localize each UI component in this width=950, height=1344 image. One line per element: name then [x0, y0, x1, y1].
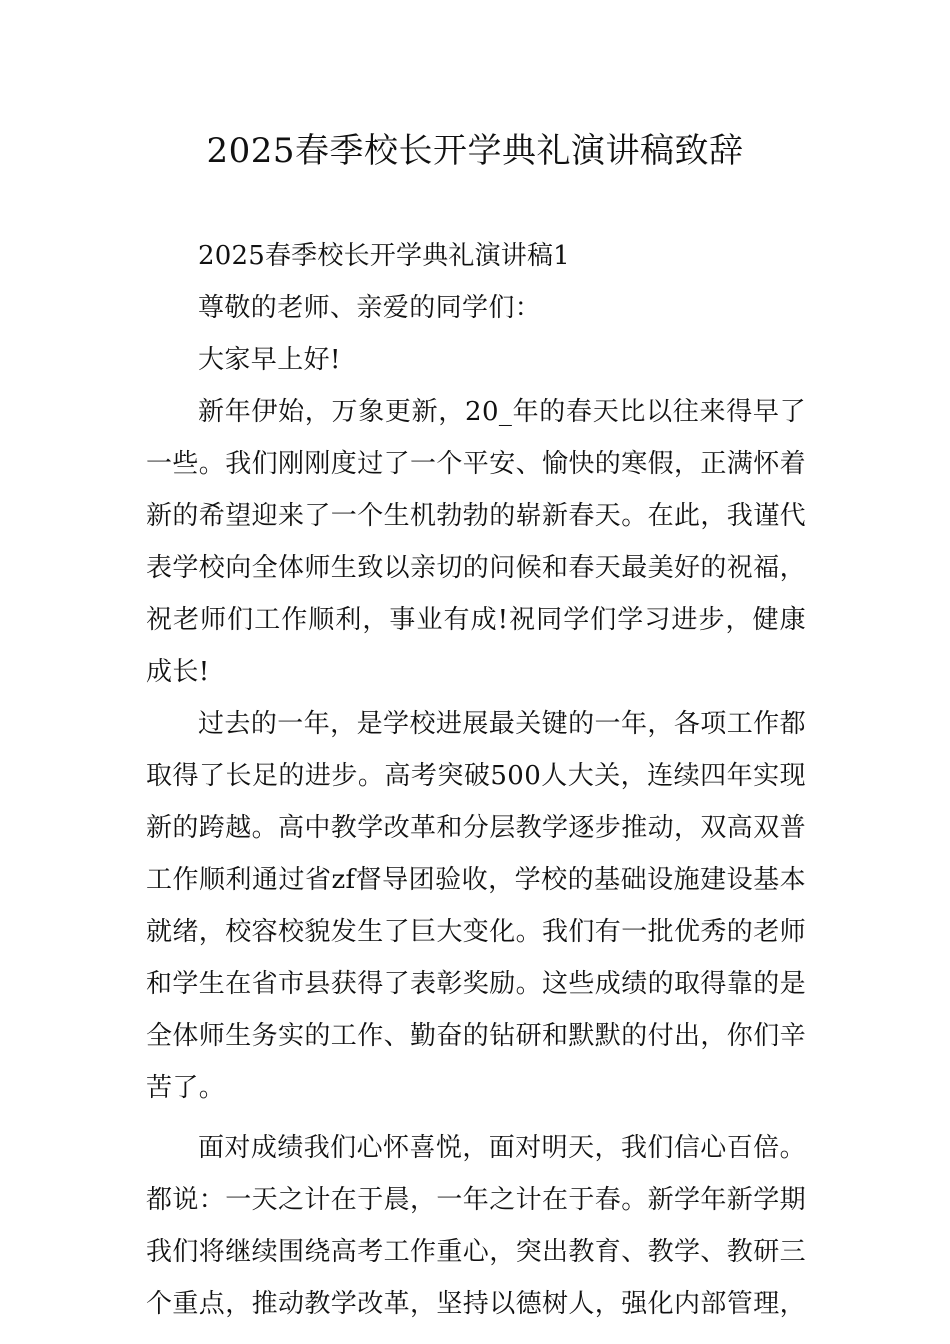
salutation: 尊敬的老师、亲爱的同学们： [198, 293, 542, 323]
speech-subtitle: 2025春季校长开学典礼演讲稿1 [198, 241, 570, 271]
greeting: 大家早上好! [198, 345, 341, 375]
document-body [146, 230, 806, 1330]
paragraph-past-year: 过去的一年，是学校进展最关键的一年，各项工作都取得了长足的进步。高考突破500人大关，连续四年实现新的跨越。高中教学改革和分层教学逐步推动，双高双普工作顺利通过省zf督导团验收，学校的基础设施建设基本就绪，校容校貌发生了巨大变化。我们有一批优秀的老师和学生在省市县获得了表彰奖励。这些成绩的取得靠的是全体师生务实的工作、勤奋的钻研和默默的付出，你们辛苦了。 [146, 709, 807, 1103]
document-title: 2025春季校长开学典礼演讲稿致辞 [206, 131, 744, 171]
paragraph-new-year: 新年伊始，万象更新，20_年的春天比以往来得早了一些。我们刚刚度过了一个平安、愉快的寒假，正满怀着新的希望迎来了一个生机勃勃的崭新春天。在此，我谨代表学校向全体师生致以亲切的问候和春天最美好的祝福，祝老师们工作顺利，事业有成!祝同学们学习进步，健康成长! [146, 397, 807, 687]
paragraph-new-semester: 面对成绩我们心怀喜悦，面对明天，我们信心百倍。都说：一天之计在于晨，一年之计在于春。新学年新学期我们将继续围绕高考工作重心，突出教育、教学、教研三个重点，推动教学改革，坚持以德树人，强化内部管理， [146, 1133, 807, 1319]
